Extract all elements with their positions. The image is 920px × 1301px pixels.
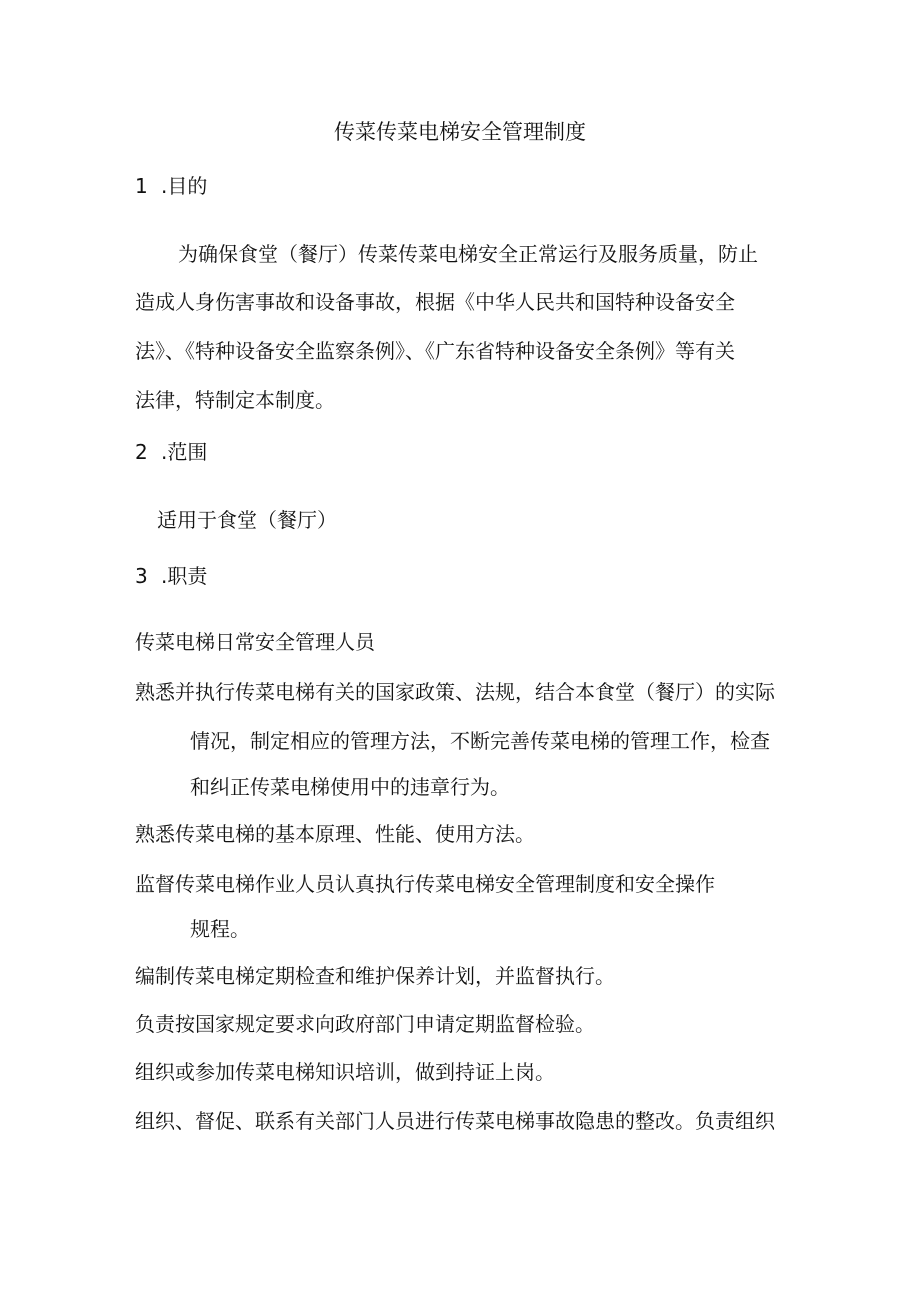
section-number: 3 bbox=[135, 564, 148, 588]
duty-line: 熟悉并执行传菜电梯有关的国家政策、法规，结合本食堂（餐厅）的实际 bbox=[135, 680, 775, 704]
section-title: .职责 bbox=[161, 564, 208, 588]
section-title: .目的 bbox=[161, 174, 208, 198]
duties-subheading: 传菜电梯日常安全管理人员 bbox=[135, 630, 375, 654]
duty-line: 规程。 bbox=[190, 917, 250, 941]
section-heading-scope bbox=[135, 440, 207, 464]
duty-line: 监督传菜电梯作业人员认真执行传菜电梯安全管理制度和安全操作 bbox=[135, 872, 715, 896]
duty-line: 情况，制定相应的管理方法，不断完善传菜电梯的管理工作，检查 bbox=[190, 729, 770, 753]
purpose-line: 法》、《特种设备安全监察条例》、《广东省特种设备安全条例》等有关 bbox=[135, 339, 735, 363]
section-number: 2 bbox=[135, 440, 148, 464]
purpose-line: 法律，特制定本制度。 bbox=[135, 388, 335, 412]
duty-line: 组织、督促、联系有关部门人员进行传菜电梯事故隐患的整改。负责组织 bbox=[135, 1109, 775, 1133]
duty-line: 和纠正传菜电梯使用中的违章行为。 bbox=[190, 775, 510, 799]
section-number: 1 bbox=[135, 174, 148, 198]
document-title: 传菜传菜电梯安全管理制度 bbox=[334, 120, 586, 144]
duty-line: 组织或参加传菜电梯知识培训，做到持证上岗。 bbox=[135, 1060, 555, 1084]
purpose-line: 为确保食堂（餐厅）传菜传菜电梯安全正常运行及服务质量，防止 bbox=[178, 242, 758, 266]
purpose-line: 造成人身伤害事故和设备事故，根据《中华人民共和国特种设备安全 bbox=[135, 290, 735, 314]
section-heading-purpose bbox=[135, 174, 207, 198]
scope-text: 适用于食堂（餐厅） bbox=[157, 508, 337, 532]
duty-line: 编制传菜电梯定期检查和维护保养计划，并监督执行。 bbox=[135, 964, 615, 988]
section-heading-duties bbox=[135, 564, 207, 588]
section-title: .范围 bbox=[161, 440, 208, 464]
duty-line: 熟悉传菜电梯的基本原理、性能、使用方法。 bbox=[135, 822, 535, 846]
duty-line: 负责按国家规定要求向政府部门申请定期监督检验。 bbox=[135, 1012, 595, 1036]
